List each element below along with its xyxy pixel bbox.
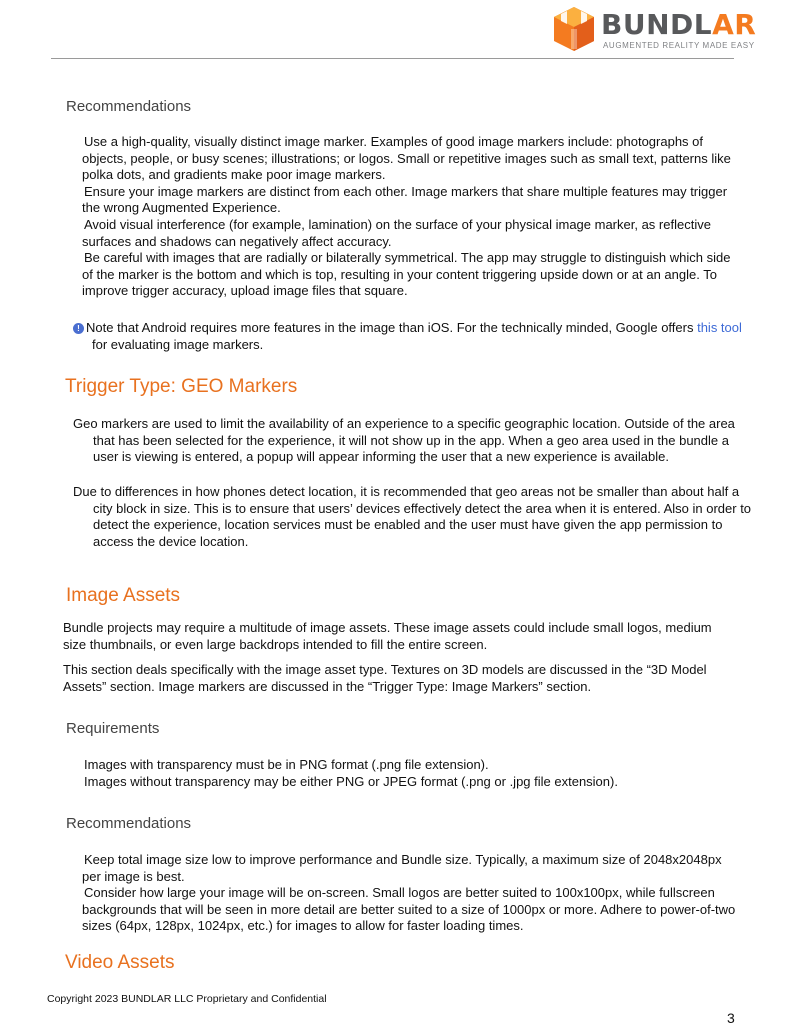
section-heading-video-assets: Video Assets	[65, 952, 175, 973]
requirements-list	[82, 757, 742, 790]
paragraph: This section deals specifically with the image asset type. Textures on 3D models are discussed in the “3D Model Assets” section. Image markers are discussed in the “Trigger Type: Image Markers” section.	[63, 662, 707, 694]
list-item: Ensure your image markers are distinct from each other. Image markers that share multiple features may trigger the wrong Augmented Experience.	[82, 183, 728, 216]
page-number: 3	[727, 1010, 735, 1026]
list-item: Consider how large your image will be on-screen. Small logos are better suited to 100x100px, while fullscreen backgrounds that will be seen in more detail are better suited to a size of 1000px or more. Adhere to power-of-two sizes (64px, 128px, 1024px, etc.) for images to allow for faster loading times.	[82, 885, 736, 934]
this-tool-link[interactable]: this tool	[697, 320, 742, 335]
section-subheading: Requirements	[66, 720, 160, 737]
brand-tagline: AUGMENTED REALITY MADE EASY	[603, 41, 755, 50]
brand-logo	[551, 5, 757, 55]
section-subheading: Recommendations	[66, 98, 192, 115]
list-item: Avoid visual interference (for example, lamination) on the surface of your physical image marker, as reflective surfaces and shadows can negatively affect accuracy.	[82, 216, 711, 249]
list-item: Keep total image size low to improve performance and Bundle size. Typically, a maximum size of 2048x2048px per image is best.	[82, 852, 722, 884]
android-note: ! Note that Android requires more features in the image than iOS. For the technically minded, Google offers this tool for evaluating image markers.	[73, 320, 752, 353]
recommendation-list	[82, 852, 742, 935]
info-icon: !	[73, 323, 84, 334]
list-item: Be careful with images that are radially or bilaterally symmetrical. The app may struggle to distinguish which side of the marker is the bottom and which is top, resulting in your content triggering upside down or at an angle. To improve trigger accuracy, upload image files that square.	[82, 250, 731, 299]
list-item: Use a high-quality, visually distinct image marker. Examples of good image markers include: photographs of objects, people, or busy scenes; illustrations; or logos. Small or repetitive images such as small text, patterns like polka dots, and gradients make poor image markers.	[82, 134, 731, 183]
cube-logo-icon	[551, 5, 597, 53]
recommendation-list	[82, 134, 742, 300]
brand-name-accent: AR	[712, 8, 757, 41]
section-heading-geo: Trigger Type: GEO Markers	[65, 376, 298, 397]
list-item: Images with transparency must be in PNG format (.png file extension).	[84, 757, 489, 772]
paragraph: Due to differences in how phones detect location, it is recommended that geo areas not be smaller than about half a city block in size. This is to ensure that users’ devices effectively detect the area when it is entered. Also in order to detect the experience, location services must be enabled and the user must have given the app permission to access the device location.	[73, 484, 752, 549]
section-subheading: Recommendations	[66, 815, 192, 832]
paragraph: Geo markers are used to limit the availability of an experience to a specific geographic location. Outside of the area that has been selected for the experience, it will not show up in the app. When a geo area used in the bundle a user is viewing is entered, a popup will appear informing the user that a new experience is available.	[73, 416, 735, 465]
list-item: Images without transparency may be either PNG or JPEG format (.png or .jpg file extension).	[84, 773, 618, 789]
section-heading-image-assets: Image Assets	[66, 585, 181, 606]
header-divider	[51, 58, 734, 59]
paragraph: Bundle projects may require a multitude of image assets. These image assets could include small logos, medium size thumbnails, or even large backdrops intended to fill the entire screen.	[63, 620, 712, 652]
brand-name: BUNDLAR	[601, 8, 757, 41]
copyright-footer: Copyright 2023 BUNDLAR LLC Proprietary and Confidential	[47, 993, 327, 1005]
